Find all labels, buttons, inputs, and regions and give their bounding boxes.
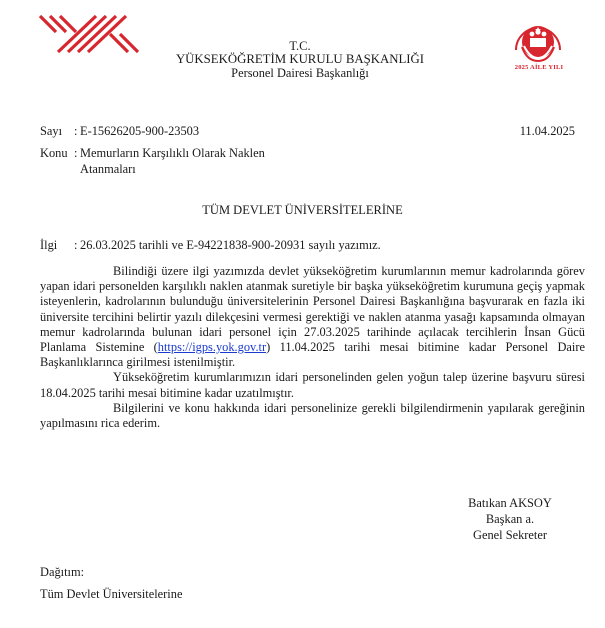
ilgi-label: İlgi — [40, 238, 58, 252]
signature-block — [440, 495, 580, 543]
konu-value-line1: Memurların Karşılıklı Olarak Naklen — [80, 146, 265, 160]
letter-body — [40, 264, 585, 431]
header-tc: T.C. — [289, 39, 311, 53]
konu-colon: : — [74, 146, 78, 160]
konu-label: Konu — [40, 146, 68, 160]
sayi-value: E-15626205-900-23503 — [80, 124, 200, 138]
sayi-colon: : — [74, 124, 78, 138]
distribution-label: Dağıtım: — [40, 565, 85, 579]
sayi-label: Sayı — [40, 124, 63, 138]
document-date: 11.04.2025 — [519, 124, 575, 138]
paragraph-3: Bilgilerini ve konu hakkında idari personelinize gerekli bilgilendirmenin yapılarak gereğinin yapılmasını rica ederim. — [40, 400, 585, 431]
header-institution: YÜKSEKÖĞRETİM KURULU BAŞKANLIĞI — [175, 52, 425, 66]
signatory-title-2: Genel Sekreter — [473, 528, 547, 542]
ilgi-value: 26.03.2025 tarihli ve E-94221838-900-20931 sayılı yazımız. — [80, 238, 381, 252]
paragraph-1-text: Bilindiği üzere ilgi yazımızda devlet yükseköğretim kurumlarının memur kadrolarında görev yapan idari personelden karşılıklı naklen atanmak suretiyle bir başka yükseköğretim kurumuna geçiş yapmak isteyenlerin, kadrolarının bulunduğu üniversitelerinin Personel Dairesi Başkanlığına başvurarak en fazla iki üniversite tercihini belirtir yazılı dilekçesini vermesi gerektiği ve naklen atanma yasağı kapsamında olmayan memur kadrolarında bulunan idari personel için 27.03.2025 tarihinde açılacak tercihlerin İnsan Gücü Planlama Sistemine ( — [40, 264, 585, 355]
igps-link[interactable]: https://igps.yok.gov.tr — [157, 340, 267, 355]
ilgi-colon: : — [74, 238, 78, 252]
paragraph-1-text-end: ) 11.04.2025 tarihi mesai bitimine kadar Personel Daire Başkanlıklarınca girilmesi istenilmiştir. — [40, 340, 585, 370]
yok-logo-icon — [38, 14, 142, 54]
signatory-title-1: Başkan a. — [485, 512, 535, 526]
paragraph-2: Yükseköğretim kurumlarımızın idari personelinden gelen yoğun talep üzerine başvuru süresi 18.04.2025 tarihi mesai bitimine kadar uzatılmıştır. — [40, 370, 585, 400]
addressee: TÜM DEVLET ÜNİVERSİTELERİNE — [202, 203, 403, 217]
signatory-name: Batıkan AKSOY — [468, 496, 552, 510]
paragraph-1 — [40, 264, 585, 370]
aile-yili-caption: 2025 AİLE YILI — [514, 64, 564, 71]
konu-value-line2: Atanmaları — [80, 162, 136, 176]
distribution-value: Tüm Devlet Üniversitelerine — [40, 587, 183, 601]
header-department: Personel Dairesi Başkanlığı — [231, 66, 369, 80]
